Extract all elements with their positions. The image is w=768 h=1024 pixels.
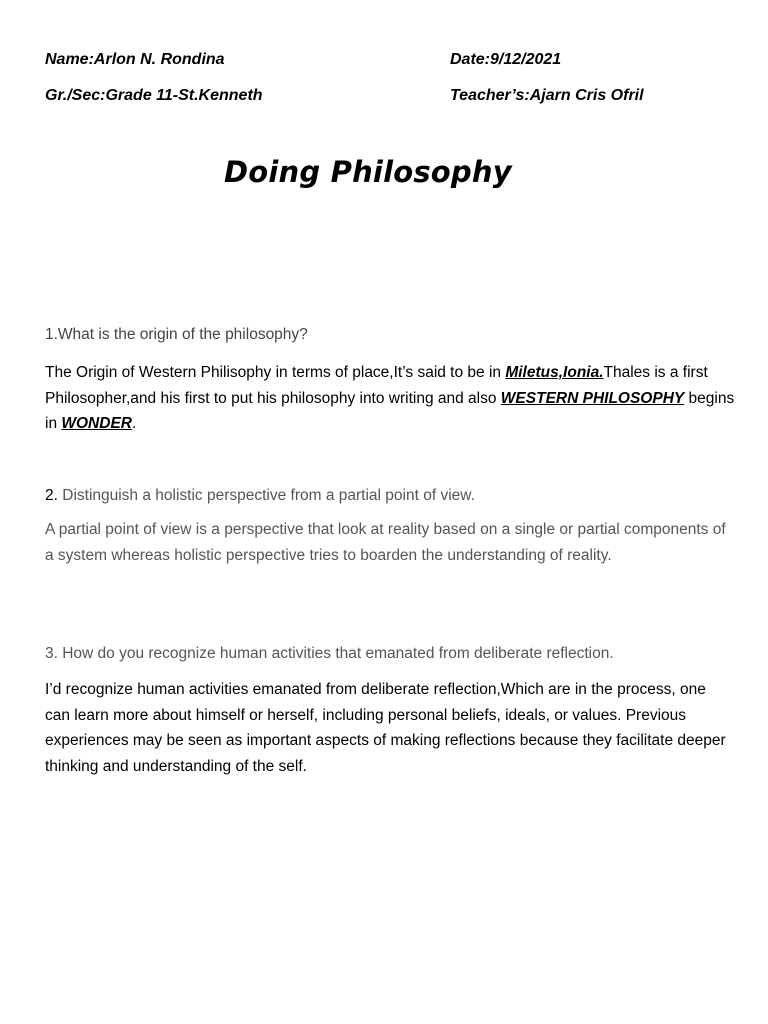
- answer-1-text: .: [131, 415, 137, 432]
- student-name: Name:Arlon N. Rondina: [45, 51, 225, 68]
- submission-date: Date:9/12/2021: [450, 51, 562, 68]
- question-2-text: Distinguish a holistic perspective from a partial point of view.: [57, 487, 475, 504]
- question-3: 3. How do you recognize human activities that emanated from deliberate reflection.: [45, 645, 614, 662]
- answer-1-emphasis-place: Miletus,Ionia.: [505, 364, 604, 381]
- answer-2: A partial point of view is a perspective that look at reality based on a single or partial components of a system whereas holistic perspective tries to boarden the understanding of reality.: [45, 521, 726, 564]
- answer-1-text: Thales is a first Philosopher,and his first to put his philosophy into writing and also: [45, 364, 708, 407]
- answer-1-text: The Origin of Western Philisophy in terms of place,It’s said to be in: [45, 364, 506, 381]
- question-1: 1.What is the origin of the philosophy?: [45, 326, 308, 343]
- question-2-number: 2.: [45, 487, 58, 504]
- document-title: Doing Philosophy: [224, 155, 512, 189]
- answer-1-emphasis-wonder: WONDER: [61, 415, 132, 432]
- teacher-name: Teacher’s:Ajarn Cris Ofril: [450, 87, 644, 104]
- question-2: [45, 486, 735, 506]
- grade-section: Gr./Sec:Grade 11-St.Kenneth: [45, 87, 263, 104]
- answer-1-emphasis-western: WESTERN PHILOSOPHY: [500, 389, 685, 407]
- answer-3: I’d recognize human activities emanated from deliberate reflection,Which are in the process, one can learn more about himself or herself, including personal beliefs, ideals, or values. Previous experiences may be seen as important aspects of making reflections because they facilitate deeper thinking and understanding of the self.: [45, 681, 726, 775]
- answer-1: [45, 360, 735, 437]
- answer-1-text: begins in: [45, 389, 735, 432]
